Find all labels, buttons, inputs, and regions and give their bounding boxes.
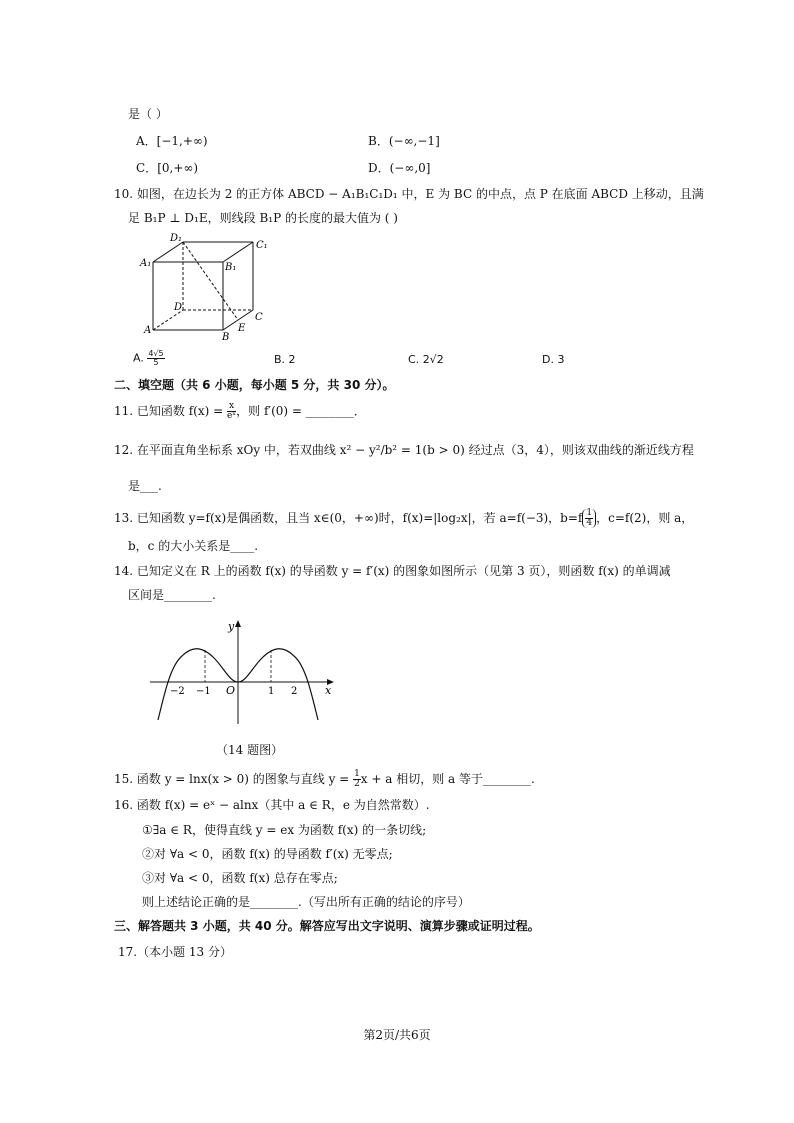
label-b: B bbox=[222, 332, 230, 343]
q10-option-b bbox=[274, 352, 296, 368]
label-a1: A₁ bbox=[140, 258, 152, 269]
q16-item-2: ②对 ∀a < 0，函数 f(x) 的导函数 f′(x) 无零点; bbox=[142, 847, 393, 861]
q16-line1: 16. 函数 f(x) = eˣ − alnx（其中 a ∈ R，e 为自然常数）. bbox=[114, 798, 430, 812]
section2-heading: 二、填空题（共 6 小题，每小题 5 分，共 30 分）。 bbox=[114, 378, 395, 392]
q9-option-c bbox=[136, 160, 198, 176]
q12-line2: 是___. bbox=[128, 479, 162, 493]
section3-heading: 三、解答题共 3 小题，共 40 分。解答应写出文字说明、演算步骤或证明过程。 bbox=[114, 919, 540, 933]
q9-option-b-text: (−∞,−1] bbox=[388, 134, 440, 148]
q10-option-c-label: C. bbox=[408, 353, 420, 366]
q13-line2: b，c 的大小关系是____. bbox=[128, 539, 259, 553]
q14-line2: 区间是________. bbox=[128, 588, 216, 602]
q11 bbox=[114, 402, 366, 421]
q11-fraction bbox=[227, 402, 236, 421]
page-footer: 第2页/共6页 bbox=[363, 1028, 431, 1042]
q10-option-a bbox=[133, 350, 165, 367]
q15-fraction bbox=[353, 770, 361, 789]
q13-frac-num: 1 bbox=[586, 508, 593, 518]
x-axis-label: x bbox=[325, 684, 332, 697]
q9-option-a-label: A． bbox=[136, 134, 157, 148]
y-axis-label: y bbox=[228, 620, 235, 633]
q9-option-d bbox=[368, 160, 431, 176]
label-e: E bbox=[238, 323, 246, 334]
q9-option-c-text: [0,+∞) bbox=[157, 161, 199, 175]
q10-option-d-label: D. bbox=[542, 353, 554, 366]
q13-fraction bbox=[582, 509, 596, 528]
q13-line1-post: ，c=f(2)，则 a， bbox=[596, 511, 694, 525]
tick-neg2: −2 bbox=[170, 686, 185, 697]
q9-option-b bbox=[368, 133, 440, 149]
q14-caption: （14 题图） bbox=[216, 743, 284, 757]
q10-option-d-text: 3 bbox=[557, 353, 565, 366]
y-axis-arrow bbox=[235, 620, 241, 627]
derivative-graph bbox=[146, 616, 342, 728]
q10-option-d bbox=[542, 352, 564, 368]
q15-pre: 15. 函数 y = lnx(x > 0) 的图象与直线 y = bbox=[114, 772, 354, 786]
q15-post: x + a 相切，则 a 等于________. bbox=[360, 772, 535, 786]
tick-neg1: −1 bbox=[196, 686, 211, 697]
label-d: D bbox=[174, 302, 183, 313]
edge-a-d bbox=[153, 310, 183, 330]
q11-frac-den: eˣ bbox=[226, 411, 237, 421]
q13-line1 bbox=[114, 509, 693, 528]
q9-option-c-label: C． bbox=[136, 161, 158, 175]
q14-line1: 14. 已知定义在 R 上的函数 f(x) 的导函数 y = f′(x) 的图象如图所示（见第 3 页），则函数 f(x) 的单调减 bbox=[114, 564, 671, 578]
q15-frac-den: 2 bbox=[354, 779, 360, 789]
segment-d1-e bbox=[183, 242, 238, 320]
tick-pos2: 2 bbox=[291, 686, 298, 697]
cube-figure bbox=[138, 232, 278, 344]
q10-line1: 10. 如图，在边长为 2 的正方体 ABCD − A₁B₁C₁D₁ 中，E 为 BC 的中点，点 P 在底面 ABCD 上移动，且满 bbox=[114, 187, 704, 201]
edge-a1-d1 bbox=[153, 242, 183, 262]
q9-continuation: 是（ ） bbox=[128, 107, 168, 121]
q17-heading: 17.（本小题 13 分） bbox=[118, 945, 232, 959]
q15 bbox=[114, 770, 535, 789]
q11-post: ，则 f′(0) = ________． bbox=[236, 404, 366, 418]
q16-item-1: ①∃a ∈ R，使得直线 y = ex 为函数 f(x) 的一条切线; bbox=[142, 823, 427, 837]
label-d1: D₁ bbox=[170, 233, 183, 244]
q9-option-b-label: B． bbox=[368, 134, 389, 148]
label-b1: B₁ bbox=[225, 262, 237, 273]
q16-item-3: ③对 ∀a < 0，函数 f(x) 总存在零点; bbox=[142, 871, 338, 885]
origin-label: O bbox=[226, 684, 236, 697]
q13-frac-den: 4 bbox=[586, 518, 593, 528]
q10-option-c bbox=[408, 352, 444, 368]
q11-frac-num: x bbox=[227, 402, 236, 412]
q10-option-c-text: 2√2 bbox=[422, 353, 444, 366]
q9-option-a-text: [−1,+∞) bbox=[156, 134, 208, 148]
q11-pre: 11. 已知函数 f(x) = bbox=[114, 404, 227, 418]
q9-option-d-text: (−∞,0] bbox=[389, 161, 431, 175]
q10-option-a-label: A. bbox=[133, 351, 144, 365]
q10-line2: 足 B₁P ⊥ D₁E，则线段 B₁P 的长度的最大值为 ( ) bbox=[128, 211, 398, 225]
q15-frac-num: 1 bbox=[354, 769, 360, 779]
q10-option-b-label: B. bbox=[274, 353, 286, 366]
label-a: A bbox=[144, 325, 152, 336]
q13-line1-pre: 13. 已知函数 y=f(x)是偶函数，且当 x∈(0，+∞)时，f(x)=|log₂x|，若 a=f(−3)，b=f bbox=[114, 511, 583, 525]
tick-pos1: 1 bbox=[268, 686, 275, 697]
q10-option-b-text: 2 bbox=[288, 353, 296, 366]
q12-line1: 12. 在平面直角坐标系 xOy 中，若双曲线 x² − y²/b² = 1(b > 0) 经过点（3，4），则该双曲线的渐近线方程 bbox=[114, 443, 694, 457]
label-c: C bbox=[255, 312, 263, 323]
label-c1: C₁ bbox=[256, 240, 268, 251]
q9-option-a bbox=[136, 133, 208, 149]
q10-option-a-den: 5 bbox=[153, 358, 159, 367]
edge-b1-c1 bbox=[223, 242, 253, 262]
q9-option-d-label: D． bbox=[368, 161, 390, 175]
q10-option-a-fraction bbox=[147, 350, 164, 367]
q16-conclusion: 则上述结论正确的是________.（写出所有正确的结论的序号） bbox=[142, 895, 470, 909]
q10-option-a-num: 4√5 bbox=[148, 349, 164, 358]
